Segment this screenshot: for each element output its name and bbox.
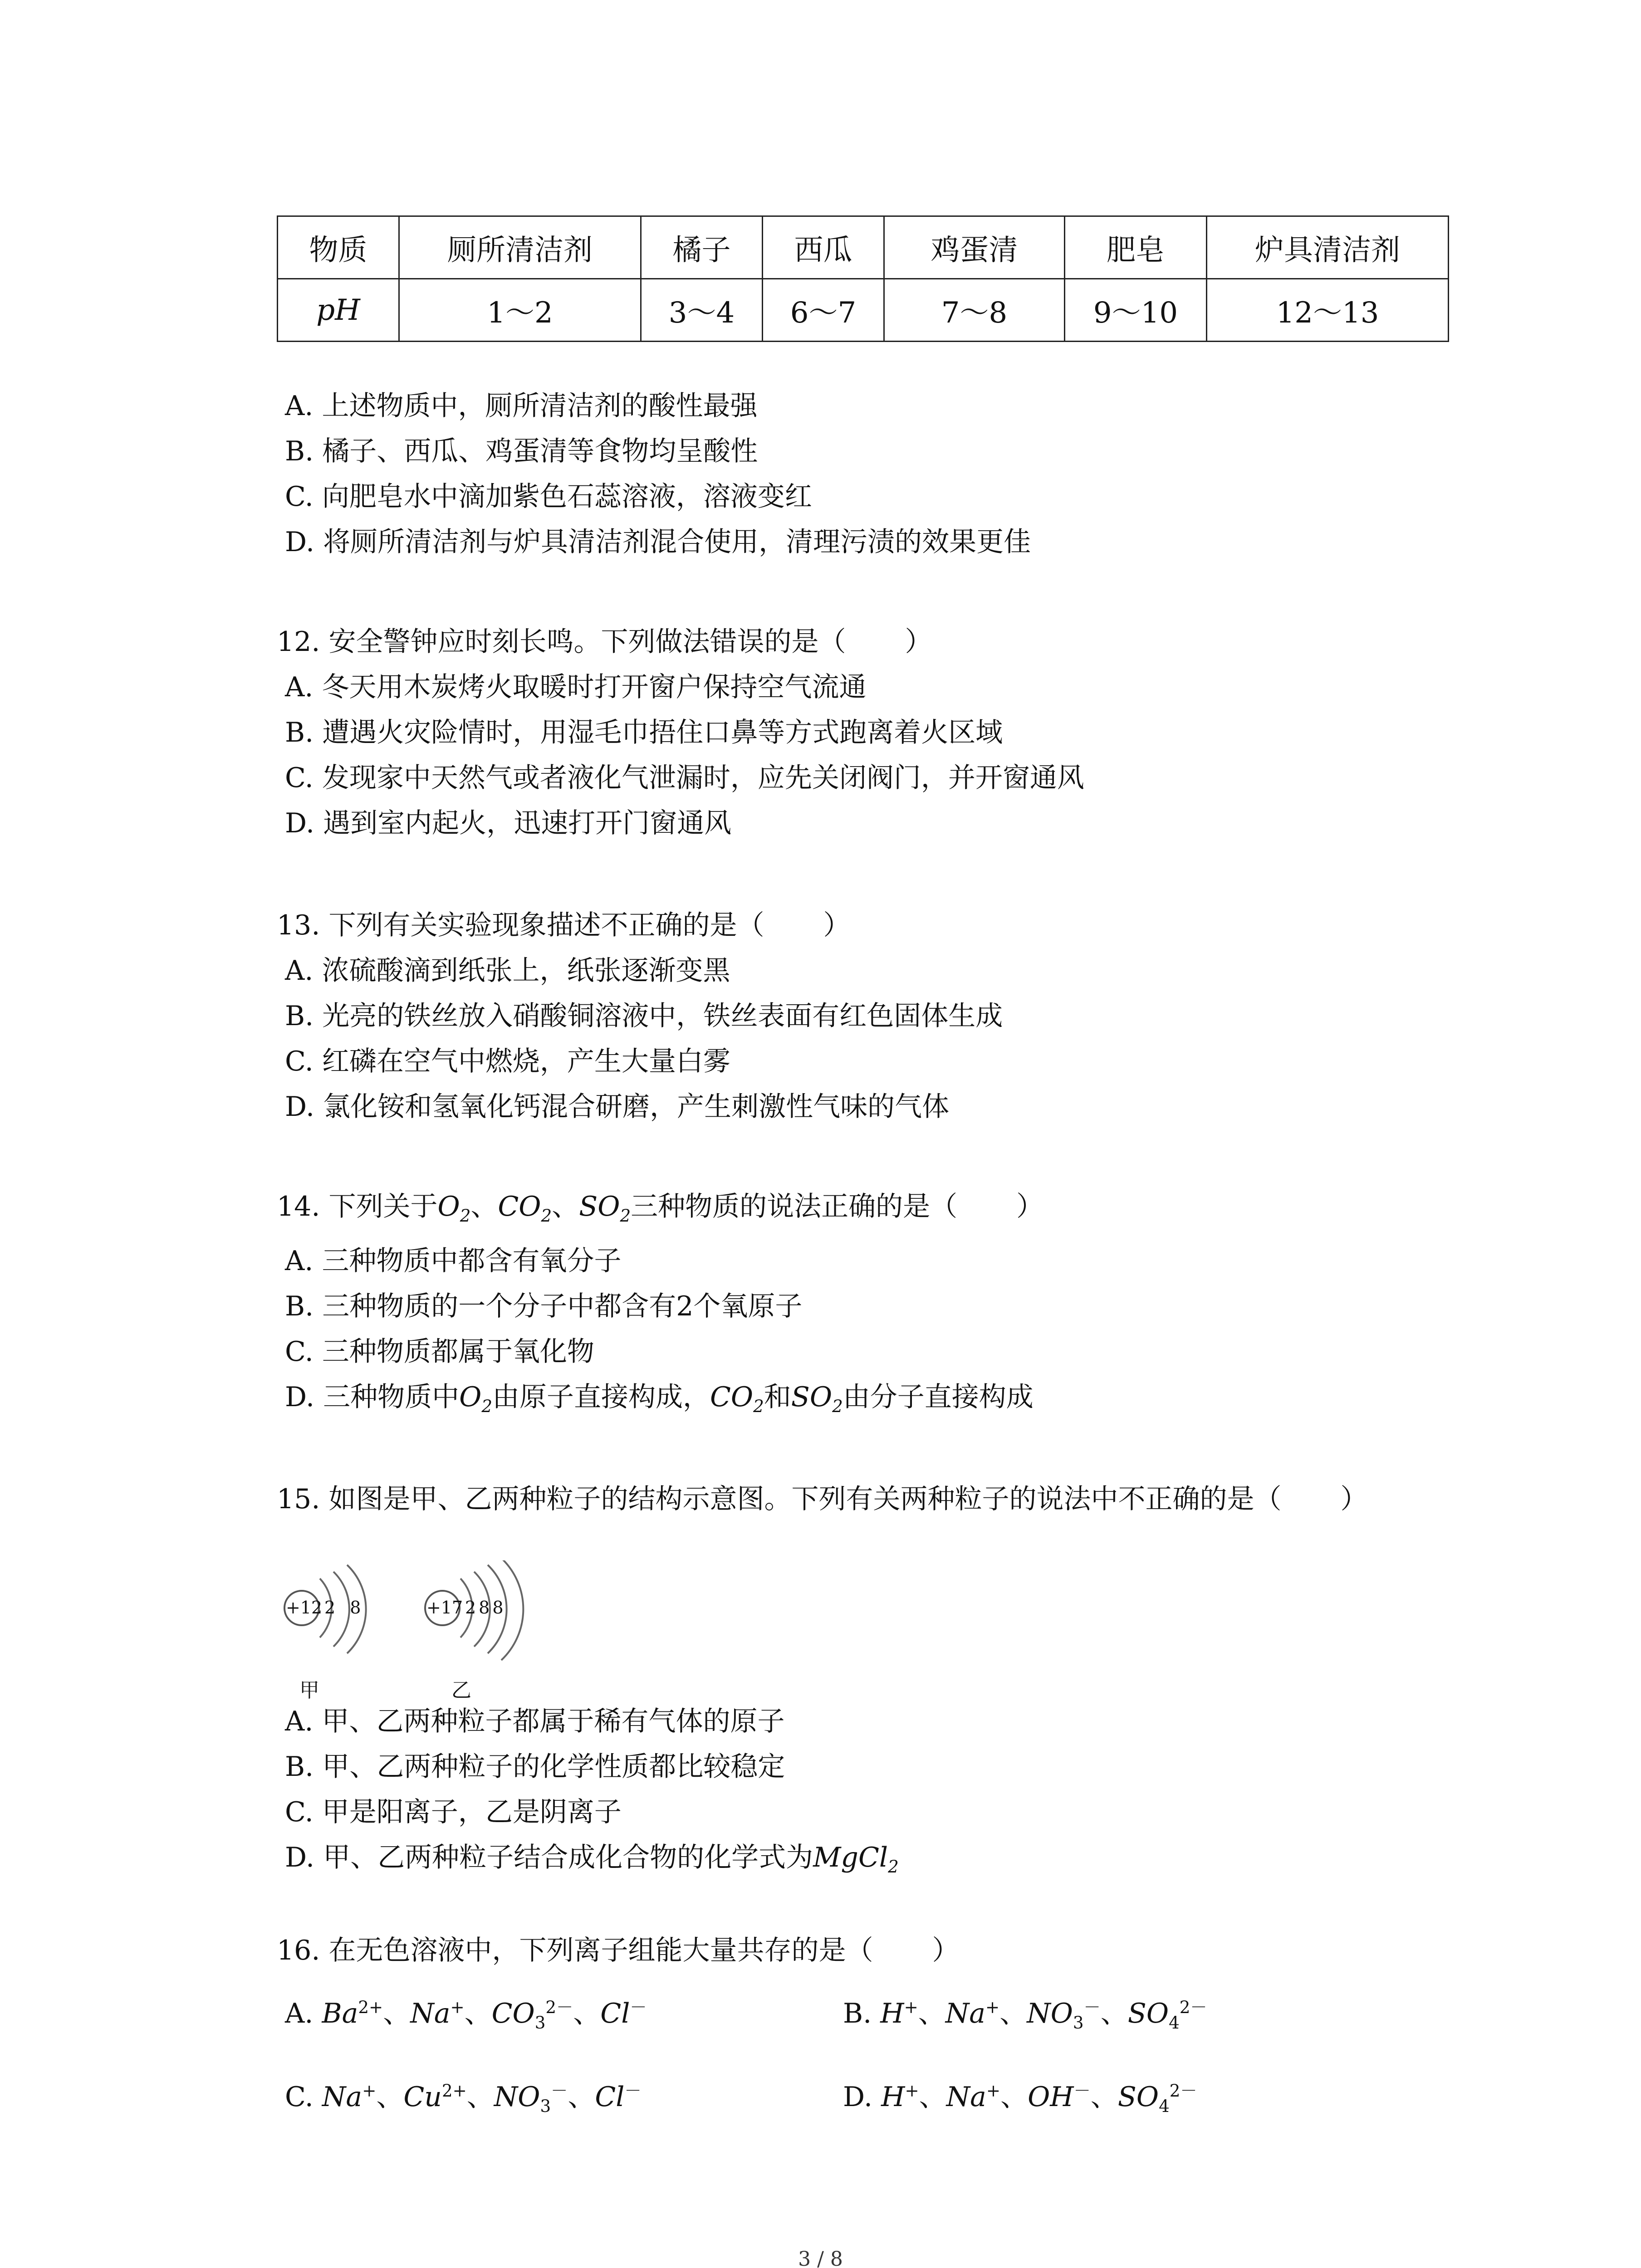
table-row-label: pH <box>278 279 399 342</box>
question-stem <box>277 903 1003 948</box>
option-a: A. $Ba^{2+}$、Na+、$CO_3^{2-}$、Cl－ <box>285 1997 647 2033</box>
stem-text: 12. 安全警钟应时刻长鸣。下列做法错误的是（ <box>277 626 846 658</box>
stem-text: 16. 在无色溶液中，下列离子组能大量共存的是（ <box>277 1935 873 1966</box>
stem-close: ） <box>1340 1483 1368 1515</box>
table-cell: 12～13 <box>1207 279 1449 342</box>
table-header-row <box>278 216 1449 279</box>
option-label: D. <box>843 2081 873 2113</box>
formula-co2: $CO_2$ <box>498 1191 552 1226</box>
option-a: A. 三种物质中都含有氧分子 <box>285 1245 622 1277</box>
option-text: 由原子直接构成， <box>492 1381 710 1413</box>
stem-text: 15. 如图是甲、乙两种粒子的结构示意图。下列有关两种粒子的说法中不正确的是（ <box>277 1483 1282 1515</box>
option-a: A. 甲、乙两种粒子都属于稀有气体的原子 <box>285 1706 785 1737</box>
table-cell: 炉具清洁剂 <box>1207 216 1449 279</box>
formula-o2: $O_2$ <box>459 1381 492 1416</box>
table-cell: 橘子 <box>641 216 763 279</box>
option-c: C. 甲是阳离子，乙是阴离子 <box>285 1796 622 1828</box>
option-c: C. 发现家中天然气或者液化气泄漏时，应先关闭阀门，并开窗通风 <box>285 762 1084 794</box>
option-c: C. 红磷在空气中燃烧，产生大量白雾 <box>285 1046 730 1077</box>
table-cell: 7～8 <box>884 279 1065 342</box>
option-d <box>277 1835 899 1889</box>
option-label: A. <box>285 1998 314 2029</box>
page-number: 3 / 8 <box>798 2248 843 2268</box>
option-text: 由分子直接构成 <box>843 1381 1034 1413</box>
particle-label-a: 甲 <box>299 1679 319 1702</box>
formula-so2: $SO_2$ <box>791 1381 843 1416</box>
question-11 <box>277 383 1031 565</box>
option-b: B. 光亮的铁丝放入硝酸铜溶液中，铁丝表面有红色固体生成 <box>285 1000 1003 1032</box>
question-15-options <box>277 1699 899 1889</box>
stem-text: 14. 下列关于 <box>277 1191 438 1222</box>
shell-electrons-b: 288 <box>465 1598 506 1618</box>
option-label: C. <box>285 2081 314 2113</box>
question-13 <box>277 903 1003 1129</box>
stem-close: ） <box>823 909 851 941</box>
option-row <box>277 1973 1401 2057</box>
option-a: A. 冬天用木炭烤火取暖时打开窗户保持空气流通 <box>285 671 867 703</box>
question-stem <box>277 619 1084 665</box>
question-12 <box>277 619 1084 846</box>
table-cell: 西瓜 <box>763 216 884 279</box>
table-cell: 鸡蛋清 <box>884 216 1065 279</box>
question-stem: 14. 下列关于$O_2$、$CO_2$、$SO_2$三种物质的说法正确的是（ ） <box>277 1191 1044 1226</box>
question-16 <box>277 1928 1401 2140</box>
option-d: D. 遇到室内起火，迅速打开门窗通风 <box>285 807 732 839</box>
option-d: D. H+、Na+、OH－、$SO_4^{2-}$ <box>843 2081 1197 2116</box>
option-d <box>277 1374 1043 1429</box>
option-b: B. 甲、乙两种粒子的化学性质都比较稳定 <box>285 1751 785 1783</box>
stem-close: ） <box>905 626 932 658</box>
table-cell: 厕所清洁剂 <box>399 216 641 279</box>
option-a: A. 浓硫酸滴到纸张上，纸张逐渐变黑 <box>285 955 730 987</box>
particle-svg <box>281 1560 563 1674</box>
option-c: C. Na+、$Cu^{2+}$、$NO_3^-$、Cl－ <box>285 2081 642 2116</box>
option-c: C. 三种物质都属于氧化物 <box>285 1336 594 1368</box>
option-b: B. H+、Na+、$NO_3^-$、$SO_4^{2-}$ <box>843 1997 1207 2033</box>
question-15 <box>277 1476 1368 1522</box>
stem-close: ） <box>932 1935 960 1966</box>
option-text: D. 甲、乙两种粒子结合成化合物的化学式为 <box>285 1842 813 1873</box>
option-row <box>277 2057 1401 2140</box>
table-cell: 肥皂 <box>1065 216 1207 279</box>
table-cell: 9～10 <box>1065 279 1207 342</box>
particle-label-b: 乙 <box>451 1679 471 1702</box>
option-d: D. 将厕所清洁剂与炉具清洁剂混合使用，清理污渍的效果更佳 <box>285 526 1031 558</box>
formula-mgcl2: MgCl$_2$ <box>813 1842 899 1877</box>
stem-text: 三种物质的说法正确的是（ <box>631 1191 958 1222</box>
stem-close: ） <box>1016 1191 1044 1222</box>
formula-so2: $SO_2$ <box>579 1191 631 1226</box>
option-label: B. <box>843 1998 872 2029</box>
option-a: A. 上述物质中，厕所清洁剂的酸性最强 <box>285 390 758 422</box>
question-14 <box>277 1184 1043 1429</box>
option-b: B. 遭遇火灾险情时，用湿毛巾捂住口鼻等方式跑离着火区域 <box>285 717 1003 748</box>
table-cell: 1～2 <box>399 279 641 342</box>
formula-co2: $CO_2$ <box>710 1381 764 1416</box>
option-text: 和 <box>764 1381 791 1413</box>
particle-structure-diagram <box>281 1560 563 1710</box>
option-b: B. 橘子、西瓜、鸡蛋清等食物均呈酸性 <box>285 435 758 467</box>
table-cell: 6～7 <box>763 279 884 342</box>
stem-text: 13. 下列有关实验现象描述不正确的是（ <box>277 909 764 941</box>
option-b: B. 三种物质的一个分子中都含有2个氧原子 <box>285 1290 803 1322</box>
table-cell: 物质 <box>278 216 399 279</box>
question-stem <box>277 1928 1401 1973</box>
table-cell: 3～4 <box>641 279 763 342</box>
nucleus-label-a: +12 <box>286 1598 323 1618</box>
shell-electrons-a: 2 8 <box>324 1598 366 1618</box>
option-d: D. 氯化铵和氢氧化钙混合研磨，产生刺激性气味的气体 <box>285 1091 950 1123</box>
formula-o2: $O_2$ <box>437 1191 471 1226</box>
question-stem <box>277 1476 1368 1522</box>
option-text: D. 三种物质中 <box>285 1381 460 1413</box>
option-c: C. 向肥皂水中滴加紫色石蕊溶液，溶液变红 <box>285 481 812 513</box>
ph-table <box>277 215 1449 342</box>
table-row <box>278 279 1449 342</box>
nucleus-label-b: +17 <box>426 1598 463 1618</box>
